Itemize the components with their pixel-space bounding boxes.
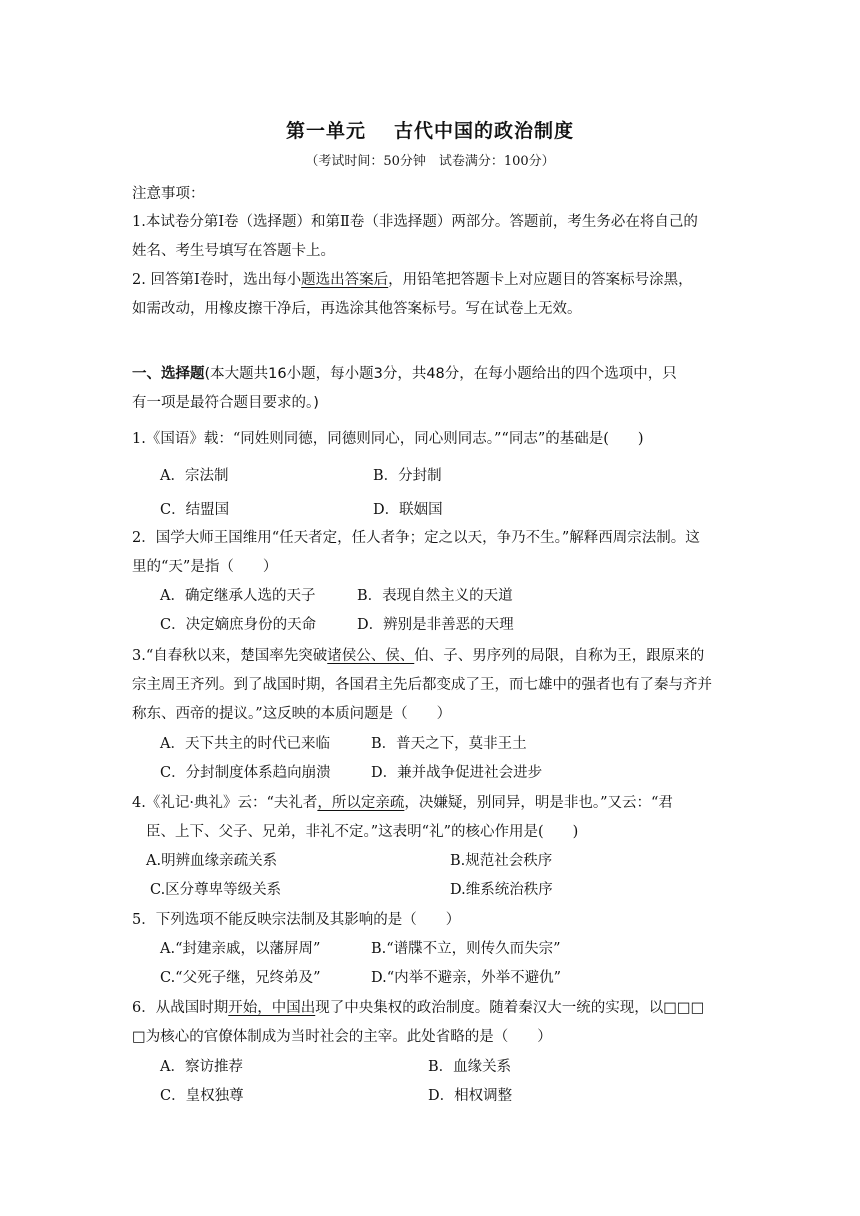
question-6-option-c[interactable]: C．皇权独尊 [160, 1088, 244, 1104]
question-6-option-d[interactable]: D．相权调整 [428, 1088, 513, 1104]
question-1-stem: 1.《国语》载：“同姓则同德，同德则同心，同心则同志。”“同志”的基础是( ) [132, 431, 644, 447]
exam-info: （考试时间：50分钟 试卷满分：100分） [305, 154, 555, 169]
question-3-option-b[interactable]: B．普天之下，莫非王土 [371, 736, 527, 752]
question-4-stem-line-2: 臣、上下、父子、兄弟，非礼不定。”这表明“礼”的核心作用是( ) [146, 824, 579, 840]
question-2-option-a[interactable]: A．确定继承人选的天子 [160, 588, 316, 604]
note-2-line-1: 2. 回答第Ⅰ卷时，选出每小题选出答案后，用铅笔把答题卡上对应题目的答案标号涂黑， [132, 272, 693, 288]
question-3-option-d[interactable]: D．兼并战争促进社会进步 [371, 765, 543, 781]
question-3-stem-line-3: 称东、西帝的提议。”这反映的本质问题是（ ） [132, 706, 452, 722]
question-3-option-c[interactable]: C．分封制度体系趋向崩溃 [160, 765, 331, 781]
page-title [0, 116, 860, 143]
question-5-option-a[interactable]: A.“封建亲戚，以藩屏周” [160, 941, 321, 957]
note-1-line-2: 姓名、考生号填写在答题卡上。 [132, 243, 335, 259]
question-6-option-b[interactable]: B．血缘关系 [428, 1059, 512, 1075]
question-4-stem-line-1: 4.《礼记·典礼》云：“夫礼者，所以定亲疏，决嫌疑，别同异，明是非也。”又云：“君 [132, 795, 673, 811]
title-topic: 古代中国的政治制度 [394, 120, 575, 142]
title-unit: 第一单元 [285, 120, 366, 142]
question-1-option-a[interactable]: A．宗法制 [160, 468, 229, 484]
question-5-option-d[interactable]: D.“内举不避亲，外举不避仇” [371, 970, 562, 986]
question-4-option-c[interactable]: C.区分尊卑等级关系 [150, 882, 282, 898]
note-1-line-1: 1.本试卷分第Ⅰ卷（选择题）和第Ⅱ卷（非选择题）两部分。答题前，考生务必在将自己的 [132, 214, 698, 230]
question-1-option-c[interactable]: C．结盟国 [160, 502, 230, 518]
question-6-stem-line-2: □为核心的官僚体制成为当时社会的主宰。此处省略的是（ ） [132, 1029, 552, 1045]
question-2-option-b[interactable]: B．表现自然主义的天道 [357, 588, 513, 604]
note-2-line-2: 如需改动，用橡皮擦干净后，再选涂其他答案标号。写在试卷上无效。 [132, 301, 582, 317]
question-5-option-b[interactable]: B.“谱牒不立，则传久而失宗” [371, 941, 561, 957]
section-heading: 一、选择题(本大题共16小题，每小题3分，共48分，在每小题给出的四个选项中，只 [132, 366, 677, 382]
question-4-option-b[interactable]: B.规范社会秩序 [450, 853, 553, 869]
question-6-stem-line-1: 6．从战国时期开始，中国出现了中央集权的政治制度。随着秦汉大一统的实现，以□□□ [132, 1000, 705, 1016]
question-2-option-d[interactable]: D．辨别是非善恶的天理 [357, 617, 514, 633]
question-3-option-a[interactable]: A．天下共主的时代已来临 [160, 736, 330, 752]
question-1-option-d[interactable]: D．联姻国 [373, 502, 443, 518]
question-5-stem: 5．下列选项不能反映宗法制及其影响的是（ ） [132, 912, 461, 928]
notes-heading: 注意事项： [132, 186, 205, 202]
question-5-option-c[interactable]: C.“父死子继，兄终弟及” [160, 970, 321, 986]
section-heading-line-2: 有一项是最符合题目要求的。) [132, 395, 319, 411]
question-2-stem-line-1: 2．国学大师王国维用“任天者定，任人者争；定之以天，争乃不生。”解释西周宗法制。这 [132, 530, 700, 546]
question-2-option-c[interactable]: C．决定嫡庶身份的天命 [160, 617, 317, 633]
question-4-option-a[interactable]: A.明辨血缘亲疏关系 [146, 853, 278, 869]
question-3-stem-line-1: 3.“自春秋以来，楚国率先突破诸侯公、侯、伯、子、男序列的局限，自称为王，跟原来的 [132, 648, 705, 664]
question-4-option-d[interactable]: D.维系统治秩序 [450, 882, 553, 898]
question-1-option-b[interactable]: B．分封制 [373, 468, 442, 484]
question-3-stem-line-2: 宗主周王齐列。到了战国时期，各国君主先后都变成了王，而七雄中的强者也有了秦与齐并 [132, 677, 712, 693]
question-2-stem-line-2: 里的“天”是指（ ） [132, 559, 278, 575]
question-6-option-a[interactable]: A．察访推荐 [160, 1059, 243, 1075]
